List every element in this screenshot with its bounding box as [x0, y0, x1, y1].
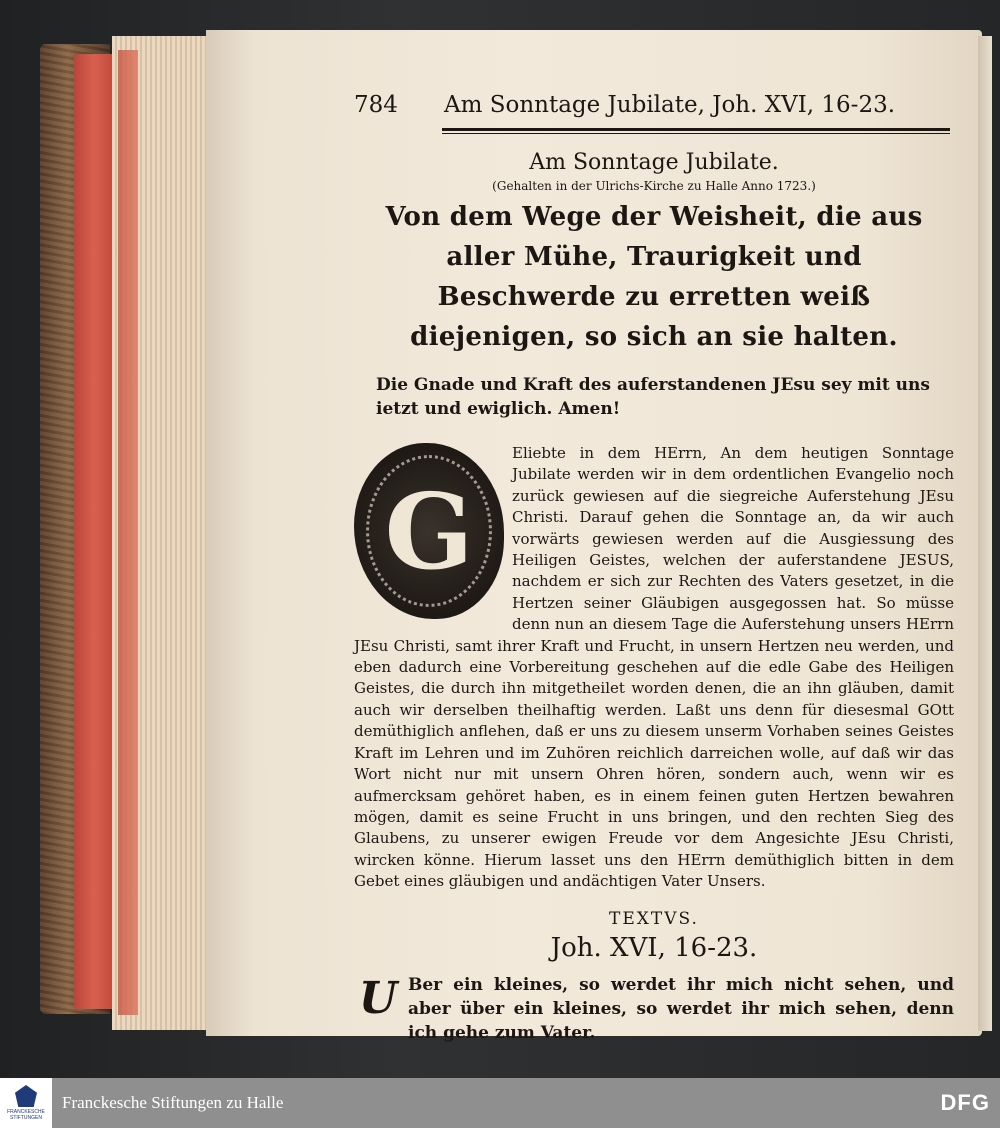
institution-name[interactable]: Franckesche Stiftungen zu Halle	[62, 1093, 284, 1112]
verse-initial: U	[358, 973, 398, 1025]
running-head-title: Am Sonntage Jubilate, Joh. XVI, 16-23.	[444, 92, 896, 118]
page-right-edge	[978, 36, 992, 1031]
page-number: 784	[354, 92, 398, 118]
textus-label: TEXTVS.	[609, 908, 699, 929]
viewer-footer	[0, 1078, 1000, 1128]
running-header	[354, 92, 954, 124]
sermon-body	[354, 443, 954, 893]
red-page-edge	[74, 54, 114, 1009]
initial-letter: G	[384, 469, 474, 593]
dfg-logo[interactable]: DFG	[940, 1090, 990, 1115]
red-page-edge-inner	[118, 50, 138, 1015]
textus-reference: Joh. XVI, 16-23.	[550, 932, 758, 963]
header-rule	[442, 128, 950, 131]
textus-verse-block	[354, 973, 954, 1045]
verse-text: Ber ein kleines, so werdet ihr mich nicht sehen, und aber über ein kleines, so werdet ihr mich sehen, denn ich gehe zum Vater.	[408, 974, 954, 1043]
sermon-title: Am Sonntage Jubilate.	[529, 150, 779, 175]
sermon-paragraph: Eliebte in dem HErrn, An dem heutigen Sonntage Jubilate werden wir in dem ordentlichen Evangelio noch zurück gewiesen auf die siegreiche Auferstehung JEsu Christi. Darauf gehen die Sonntage an, da wir auch vorwärts gewiesen werden auf die Ausgiessung des Heiligen Geistes, welchen der auferstandene JESUS, nachdem er sich zur Rechten des Vaters gesetzet, in die Hertzen seiner Gläubigen ausgegossen hat. So müsse denn nun an diesem Tage die Auferstehung unsers HErrn JEsu Christi, samt ihrer Kraft und Frucht, in unsern Hertzen neu werden, und eben dadurch eine Vorbereitung geschehen auf die edle Gabe des Heiligen Geistes, die durch ihn mitgetheilet worden denen, die an ihn gläuben, damit auch wir derselben theilhaftig werden. Laßt uns denn für diesesmal GOtt demüthiglich anflehen, daß er uns zu diesem unserm Vorhaben seines Geistes Kraft im Lehren und im Zuhören reichlich darreichen wolle, auf daß wir das Wort nicht nur mit unsern Ohren hören, sondern auch, wenn wir es aufmercksam gehöret haben, es in einem feinen guten Hertzen bewahren mögen, damit es seine Frucht in uns bringen, und den rechten Sieg des Glaubens, zu unserer ewigen Freude vor dem Angesichte JEsu Christi, wircken könne. Hierum lasset uns den HErrn demüthiglich bitten in dem Gebet eines gläubigen und andächtigen Vater Unsers.	[354, 444, 954, 891]
institution-logo[interactable]	[0, 1078, 52, 1128]
logo-text: FRANCKESCHE STIFTUNGEN	[7, 1109, 45, 1121]
sermon-greeting: Die Gnade und Kraft des auferstandenen JEsu sey mit uns ietzt und ewiglich. Amen!	[376, 375, 930, 419]
building-icon	[15, 1085, 37, 1107]
sermon-held-note: (Gehalten in der Ulrichs-Kirche zu Halle Anno 1723.)	[492, 179, 816, 193]
header-rule-thin	[442, 133, 950, 134]
sermon-theme: Von dem Wege der Weisheit, die aus aller Mühe, Traurigkeit und Beschwerde zu erretten weiß diejenigen, so sich an sie halten.	[385, 202, 923, 352]
page-content	[354, 92, 954, 1045]
